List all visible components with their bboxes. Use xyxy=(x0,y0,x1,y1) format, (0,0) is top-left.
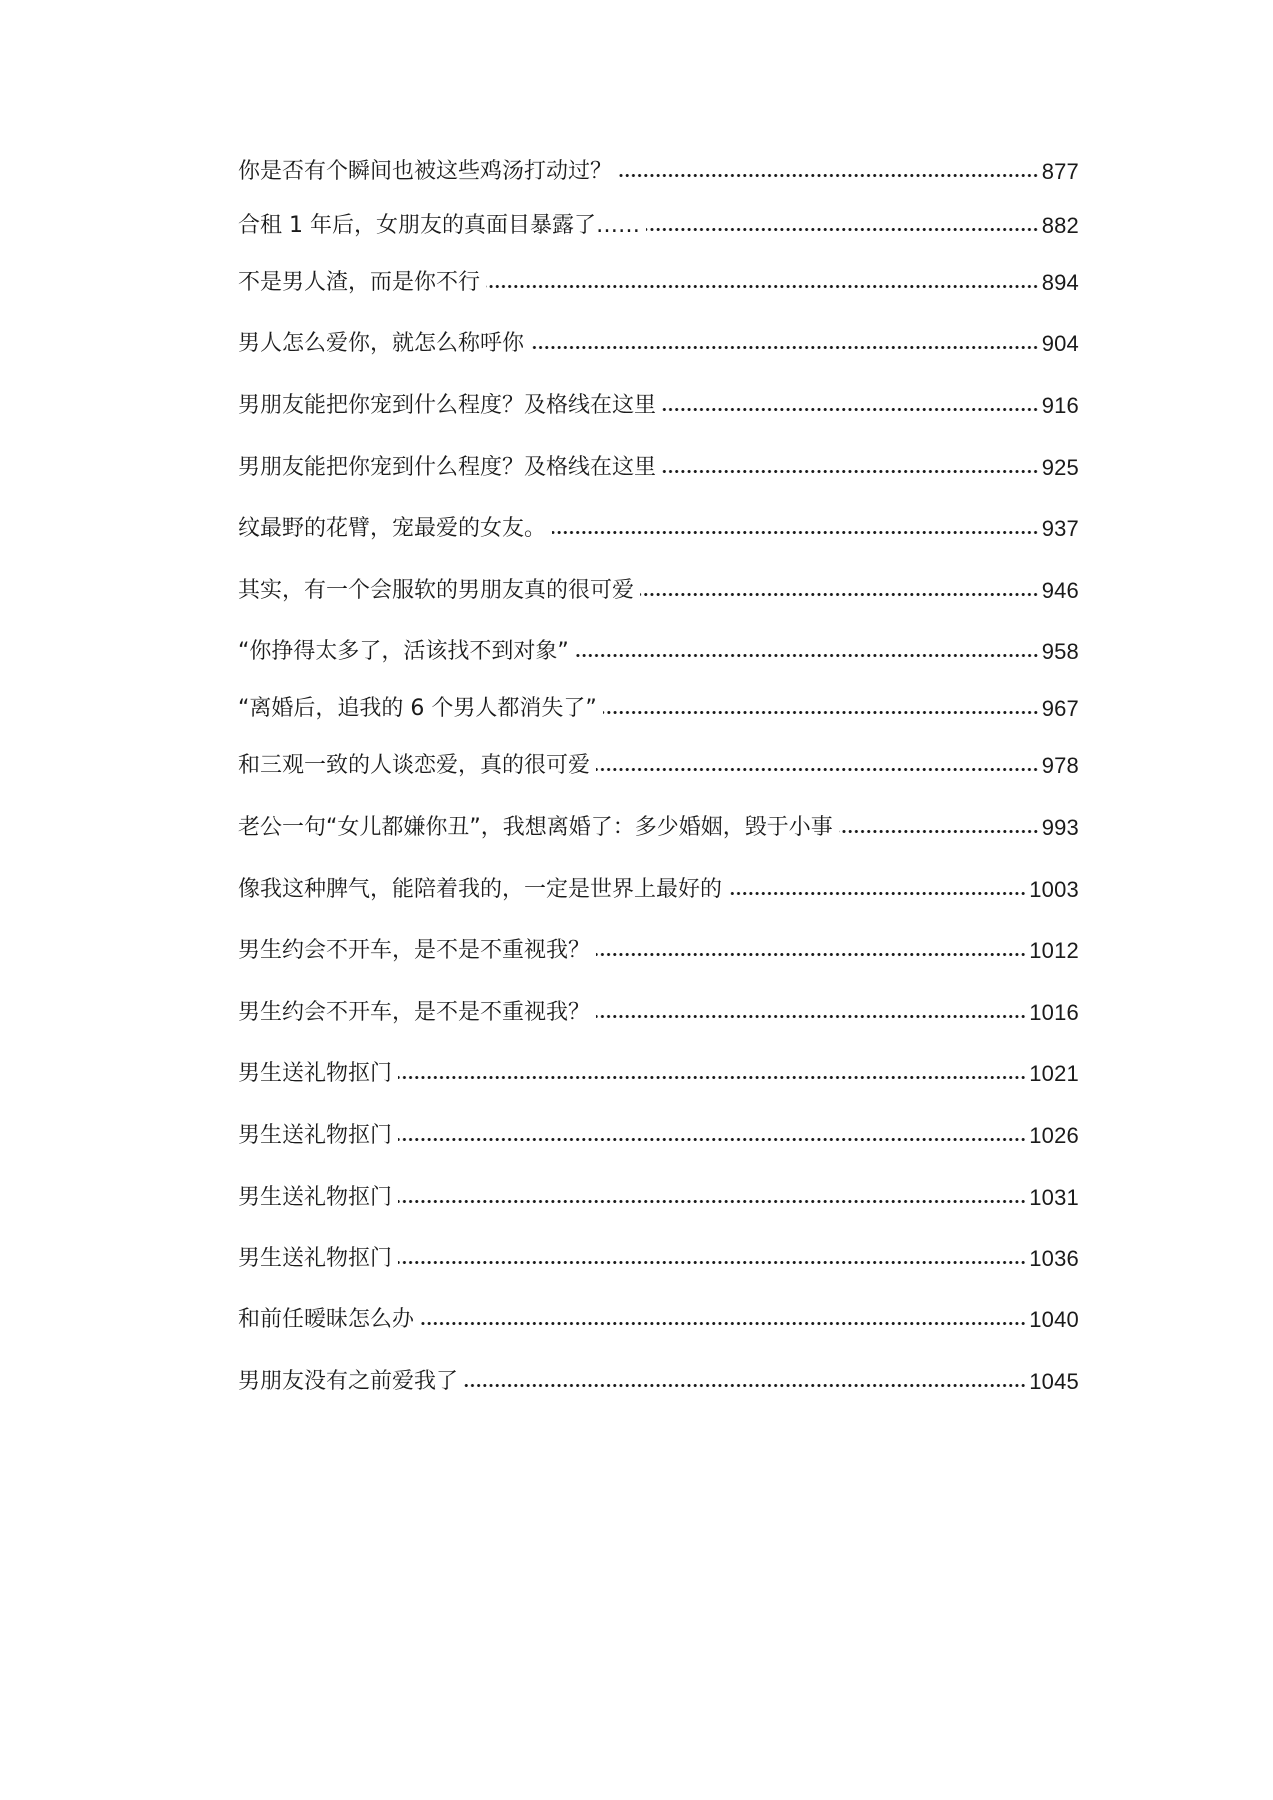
toc-entry xyxy=(238,152,1079,186)
toc-entry xyxy=(238,1300,1079,1334)
toc-entry-page-number: 1021 xyxy=(1029,1061,1079,1086)
toc-dot-leader xyxy=(398,1198,1026,1205)
toc-entry-page-number: 1003 xyxy=(1029,877,1079,902)
toc-dot-leader xyxy=(486,283,1039,290)
toc-entry-title: 男生送礼物抠门 xyxy=(238,1185,393,1210)
toc-entry-page-number: 993 xyxy=(1041,815,1079,840)
toc-entry-title: 男生送礼物抠门 xyxy=(238,1246,393,1271)
toc-entry xyxy=(238,1239,1079,1273)
toc-dot-leader xyxy=(464,1382,1026,1389)
toc-entry-page-number: 1036 xyxy=(1029,1246,1079,1271)
toc-entry-title: 纹最野的花臂，宠最爱的女友。 xyxy=(238,516,547,541)
toc-entry-title: 像我这种脾气，能陪着我的，一定是世界上最好的 xyxy=(238,877,723,902)
toc-entry-title: 男朋友能把你宠到什么程度？及格线在这里 xyxy=(238,393,657,418)
toc-entry-title: 老公一句“女儿都嫌你丑”，我想离婚了：多少婚姻，毁于小事 xyxy=(238,815,833,840)
toc-dot-leader xyxy=(646,226,1039,233)
toc-dot-leader xyxy=(552,529,1039,536)
toc-entry xyxy=(238,870,1079,904)
toc-entry xyxy=(238,1054,1079,1088)
toc-entry-page-number: 967 xyxy=(1041,696,1079,721)
toc-entry-title: 你是否有个瞬间也被这些鸡汤打动过？ xyxy=(238,159,613,184)
toc-entry-page-number: 916 xyxy=(1041,393,1079,418)
toc-entry-title: “离婚后，追我的 6 个男人都消失了” xyxy=(238,696,597,721)
toc-dot-leader xyxy=(618,172,1039,179)
toc-entry xyxy=(238,632,1079,666)
toc-dot-leader xyxy=(640,591,1039,598)
toc-entry xyxy=(238,808,1079,842)
toc-dot-leader xyxy=(603,709,1039,716)
toc-entry-page-number: 1031 xyxy=(1029,1185,1079,1210)
toc-entry-page-number: 925 xyxy=(1041,455,1079,480)
toc-entry-page-number: 894 xyxy=(1041,270,1079,295)
toc-entry-page-number: 958 xyxy=(1041,639,1079,664)
toc-entry xyxy=(238,1178,1079,1212)
toc-entry xyxy=(238,1116,1079,1150)
toc-dot-leader xyxy=(398,1259,1026,1266)
toc-entry-title: 男生约会不开车，是不是不重视我？ xyxy=(238,938,591,963)
toc-entry-page-number: 1040 xyxy=(1029,1307,1079,1332)
toc-entry-title: 和三观一致的人谈恋爱，真的很可爱 xyxy=(238,753,591,778)
toc-entry xyxy=(238,571,1079,605)
toc-entry-page-number: 1016 xyxy=(1029,1000,1079,1025)
toc-entry-title: 男生送礼物抠门 xyxy=(238,1123,393,1148)
toc-dot-leader xyxy=(596,1013,1026,1020)
toc-dot-leader xyxy=(596,766,1039,773)
toc-entry-title: 男生送礼物抠门 xyxy=(238,1061,393,1086)
toc-entry-page-number: 937 xyxy=(1041,516,1079,541)
toc-entry-title: “你挣得太多了，活该找不到对象” xyxy=(238,639,569,664)
toc-dot-leader xyxy=(398,1136,1026,1143)
toc-entry-title: 男朋友能把你宠到什么程度？及格线在这里 xyxy=(238,455,657,480)
toc-entry xyxy=(238,993,1079,1027)
toc-entry xyxy=(238,1362,1079,1396)
toc-dot-leader xyxy=(662,406,1039,413)
toc-entry-title: 男朋友没有之前爱我了 xyxy=(238,1369,459,1394)
toc-entry xyxy=(238,746,1079,780)
toc-entry-title: 不是男人渣，而是你不行 xyxy=(238,270,481,295)
toc-entry xyxy=(238,324,1079,358)
toc-entry-title: 男生约会不开车，是不是不重视我？ xyxy=(238,1000,591,1025)
toc-entry-title: 男人怎么爱你，就怎么称呼你 xyxy=(238,331,525,356)
toc-entry-title: 其实，有一个会服软的男朋友真的很可爱 xyxy=(238,578,635,603)
toc-entry xyxy=(238,931,1079,965)
toc-dot-leader xyxy=(398,1074,1026,1081)
toc-dot-leader xyxy=(839,828,1039,835)
toc-entry-page-number: 882 xyxy=(1041,213,1079,238)
toc-entry-page-number: 978 xyxy=(1041,753,1079,778)
toc-entry xyxy=(238,689,1079,723)
toc-entry-page-number: 1026 xyxy=(1029,1123,1079,1148)
toc-dot-leader xyxy=(596,951,1026,958)
toc-entry-page-number: 1045 xyxy=(1029,1369,1079,1394)
toc-dot-leader xyxy=(575,652,1039,659)
toc-dot-leader xyxy=(530,344,1039,351)
toc-entry xyxy=(238,206,1079,240)
toc-dot-leader xyxy=(728,890,1026,897)
toc-entry-title: 和前任暧昧怎么办 xyxy=(238,1307,415,1332)
toc-dot-leader xyxy=(420,1320,1026,1327)
toc-entry xyxy=(238,448,1079,482)
toc-dot-leader xyxy=(662,468,1039,475)
toc-entry-page-number: 904 xyxy=(1041,331,1079,356)
toc-entry-page-number: 1012 xyxy=(1029,938,1079,963)
toc-entry-page-number: 877 xyxy=(1041,159,1079,184)
toc-entry-title: 合租 1 年后，女朋友的真面目暴露了…… xyxy=(238,213,640,238)
toc-entry xyxy=(238,509,1079,543)
toc-entry xyxy=(238,386,1079,420)
toc-entry xyxy=(238,263,1079,297)
toc-entry-page-number: 946 xyxy=(1041,578,1079,603)
